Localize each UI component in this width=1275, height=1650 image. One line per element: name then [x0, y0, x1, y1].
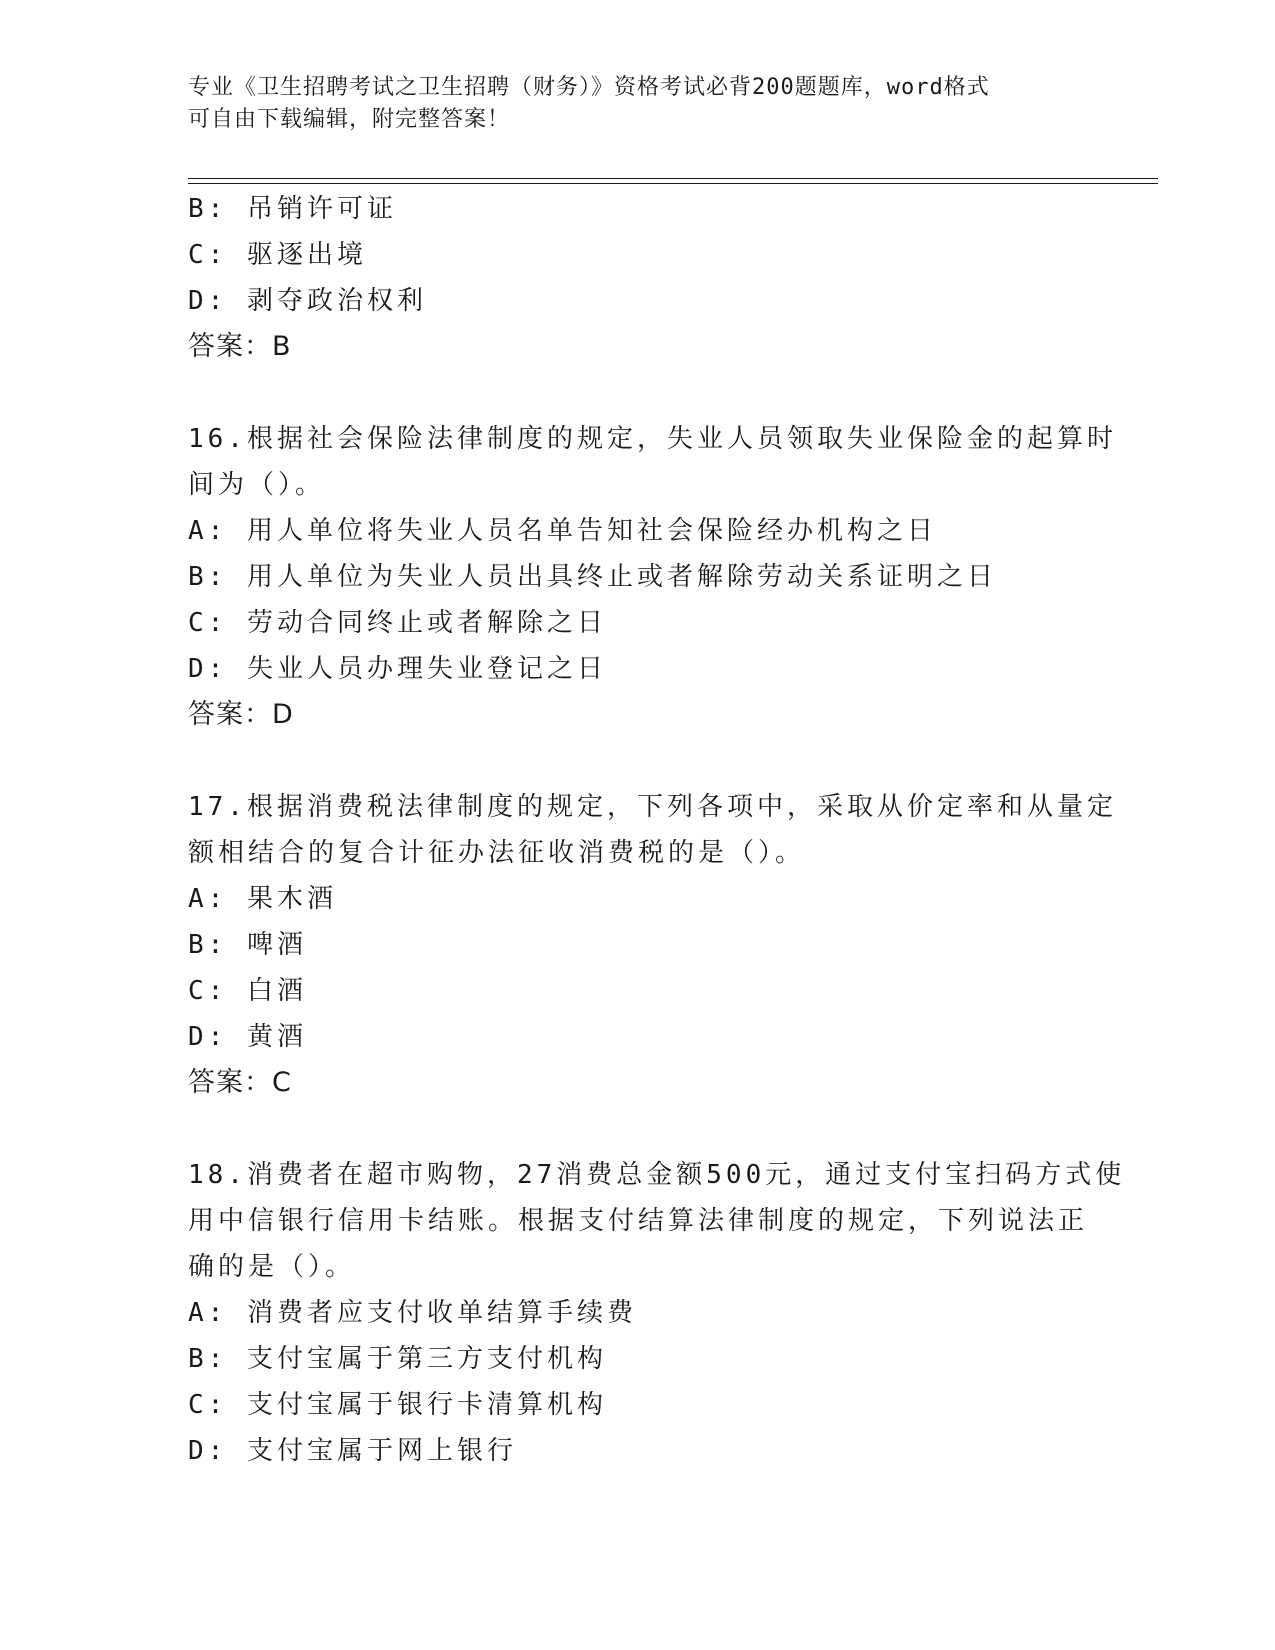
answer-line: 答案：D — [188, 699, 294, 730]
question-text-line: 确的是（）。 — [188, 1252, 356, 1282]
option-a: A: 消费者应支付收单结算手续费 — [188, 1298, 637, 1328]
question-content — [188, 186, 1126, 1474]
question-18 — [188, 1152, 1126, 1474]
option-c: C: 支付宝属于银行卡清算机构 — [188, 1390, 607, 1420]
option-c: C: 劳动合同终止或者解除之日 — [188, 608, 607, 638]
question-text-line: 间为（）。 — [188, 470, 326, 500]
question-text-line: 18.消费者在超市购物，27消费总金额500元，通过支付宝扫码方式使 — [188, 1160, 1126, 1190]
answer-line: 答案：C — [188, 1067, 292, 1098]
header-divider-top — [188, 178, 1158, 179]
option-b: B: 啤酒 — [188, 930, 307, 960]
question-16 — [188, 416, 1117, 738]
header-divider-bottom — [188, 183, 1158, 184]
question-text-line: 额相结合的复合计征办法征收消费税的是（）。 — [188, 838, 806, 868]
header-line-1: 专业《卫生招聘考试之卫生招聘（财务）》资格考试必背200题题库，word格式 — [188, 75, 990, 100]
option-d: D: 失业人员办理失业登记之日 — [188, 654, 607, 684]
option-a: A: 果木酒 — [188, 884, 337, 914]
header-line-2: 可自由下载编辑，附完整答案！ — [188, 107, 511, 132]
question-17 — [188, 784, 1117, 1106]
question-text-line: 16.根据社会保险法律制度的规定，失业人员领取失业保险金的起算时 — [188, 424, 1117, 454]
question-text-line: 17.根据消费税法律制度的规定，下列各项中，采取从价定率和从量定 — [188, 792, 1117, 822]
option-d: D: 支付宝属于网上银行 — [188, 1436, 517, 1466]
answer-line: 答案：B — [188, 331, 292, 362]
option-d: D: 黄酒 — [188, 1022, 307, 1052]
option-b: B: 支付宝属于第三方支付机构 — [188, 1344, 607, 1374]
option-b: B: 用人单位为失业人员出具终止或者解除劳动关系证明之日 — [188, 562, 997, 592]
option-b: B: 吊销许可证 — [188, 194, 397, 224]
option-c: C: 驱逐出境 — [188, 240, 367, 270]
option-d: D: 剥夺政治权利 — [188, 286, 427, 316]
option-a: A: 用人单位将失业人员名单告知社会保险经办机构之日 — [188, 516, 937, 546]
document-header — [188, 72, 1088, 136]
question-text-line: 用中信银行信用卡结账。根据支付结算法律制度的规定，下列说法正 — [188, 1206, 1089, 1236]
option-c: C: 白酒 — [188, 976, 307, 1006]
question-15-tail — [188, 186, 1088, 370]
